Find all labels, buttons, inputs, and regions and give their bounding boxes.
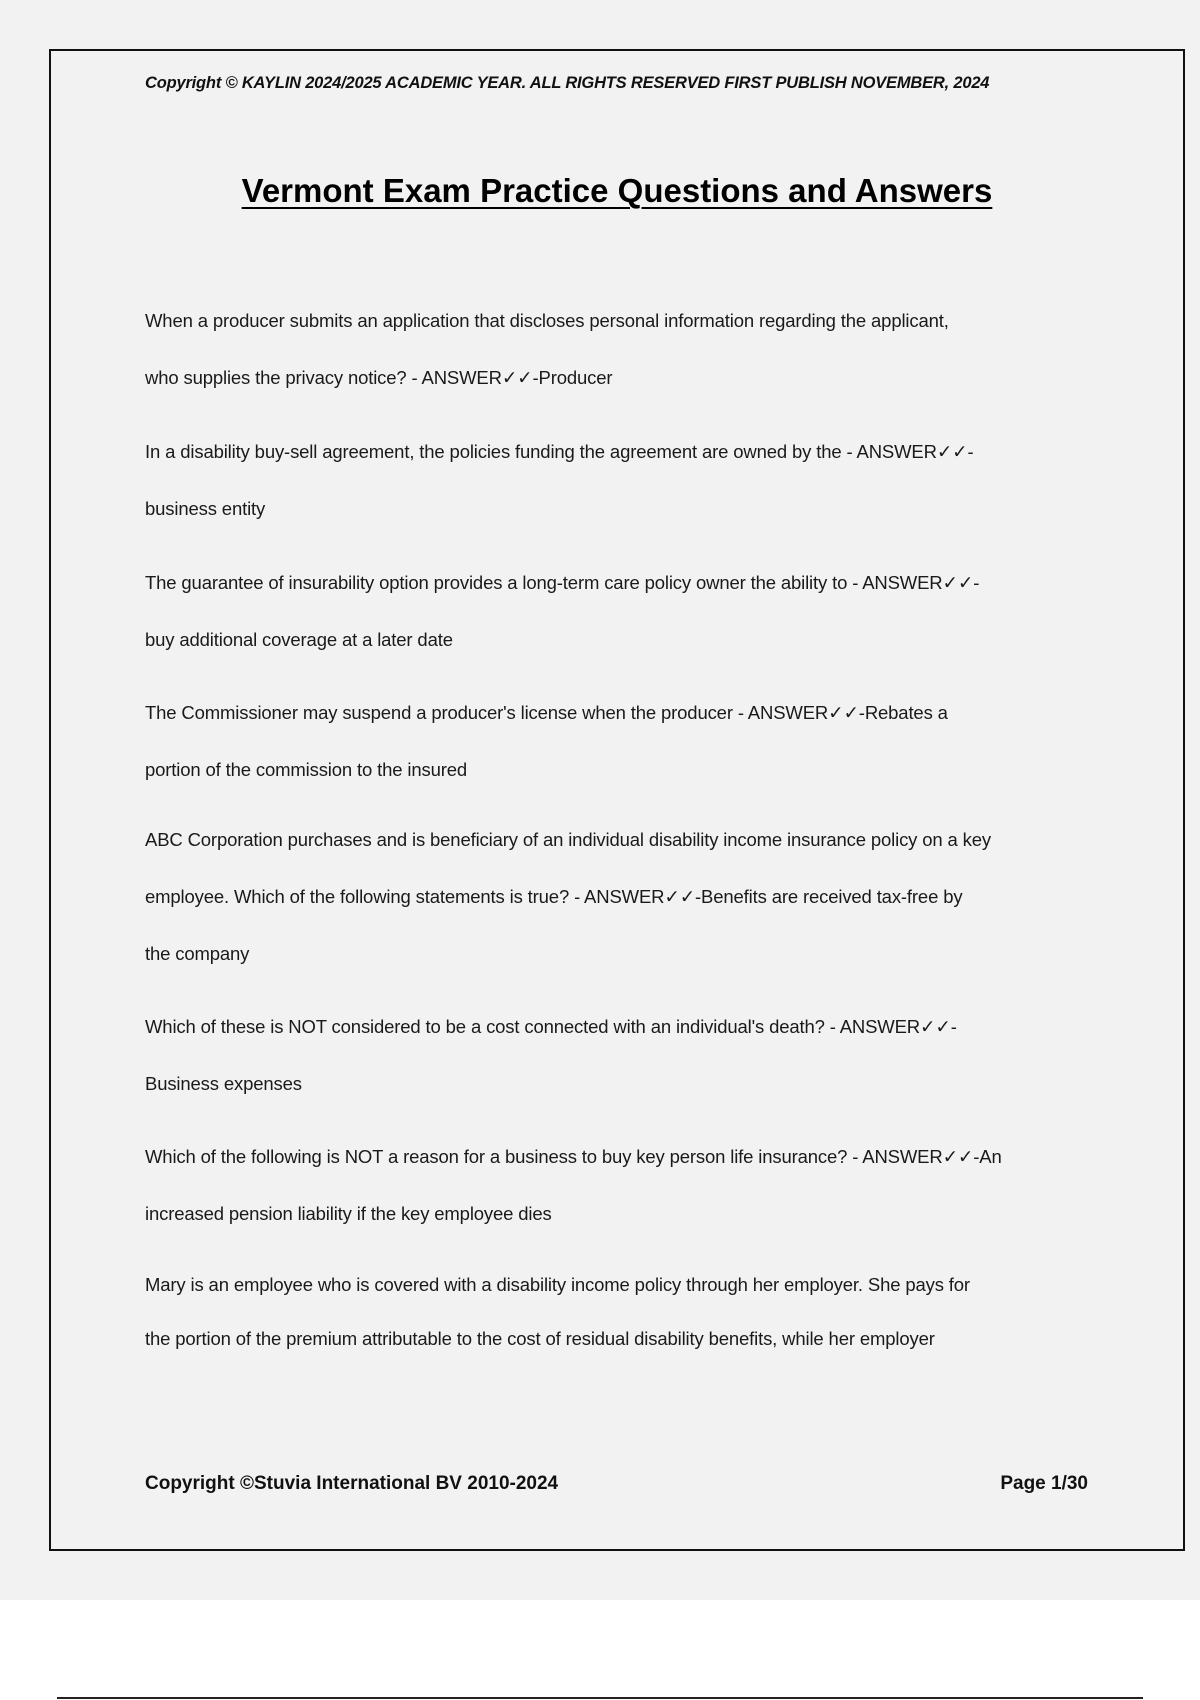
page-number: Page 1/30 [1000, 1473, 1088, 1494]
qa-line: The Commissioner may suspend a producer's license when the producer - ANSWER✓✓-Rebates a [145, 702, 948, 723]
qa-line: In a disability buy-sell agreement, the policies funding the agreement are owned by the - ANSWER✓✓- [145, 441, 974, 462]
next-page-divider [57, 1697, 1143, 1699]
qa-line: the portion of the premium attributable to the cost of residual disability benefits, while her employer [145, 1328, 935, 1349]
qa-line: When a producer submits an application that discloses personal information regarding the applicant, [145, 310, 949, 331]
qa-line: who supplies the privacy notice? - ANSWER✓✓-Producer [145, 367, 613, 388]
qa-line: portion of the commission to the insured [145, 759, 468, 780]
qa-line: The guarantee of insurability option provides a long-term care policy owner the ability to - ANSWER✓✓- [145, 572, 980, 593]
qa-line: Business expenses [145, 1073, 302, 1094]
qa-line: buy additional coverage at a later date [145, 629, 453, 650]
document-title-text: Vermont Exam Practice Questions and Answers [241, 172, 993, 209]
document-title [0, 172, 1200, 210]
qa-line: employee. Which of the following statements is true? - ANSWER✓✓-Benefits are received tax-free by [145, 886, 963, 907]
footer-copyright: Copyright ©Stuvia International BV 2010-2024 [145, 1473, 559, 1494]
header-copyright: Copyright © KAYLIN 2024/2025 ACADEMIC YEAR. ALL RIGHTS RESERVED FIRST PUBLISH NOVEMBER, 2024 [145, 74, 990, 92]
qa-line: ABC Corporation purchases and is beneficiary of an individual disability income insurance policy on a key [145, 829, 991, 850]
page-border [49, 49, 1185, 1551]
qa-line: Mary is an employee who is covered with a disability income policy through her employer. She pays for [145, 1274, 970, 1295]
qa-line: increased pension liability if the key employee dies [145, 1203, 552, 1224]
qa-line: the company [145, 943, 250, 964]
qa-line: Which of these is NOT considered to be a cost connected with an individual's death? - ANSWER✓✓- [145, 1016, 957, 1037]
qa-line: business entity [145, 498, 266, 519]
qa-line: Which of the following is NOT a reason for a business to buy key person life insurance? - ANSWER✓✓-An [145, 1146, 1002, 1167]
